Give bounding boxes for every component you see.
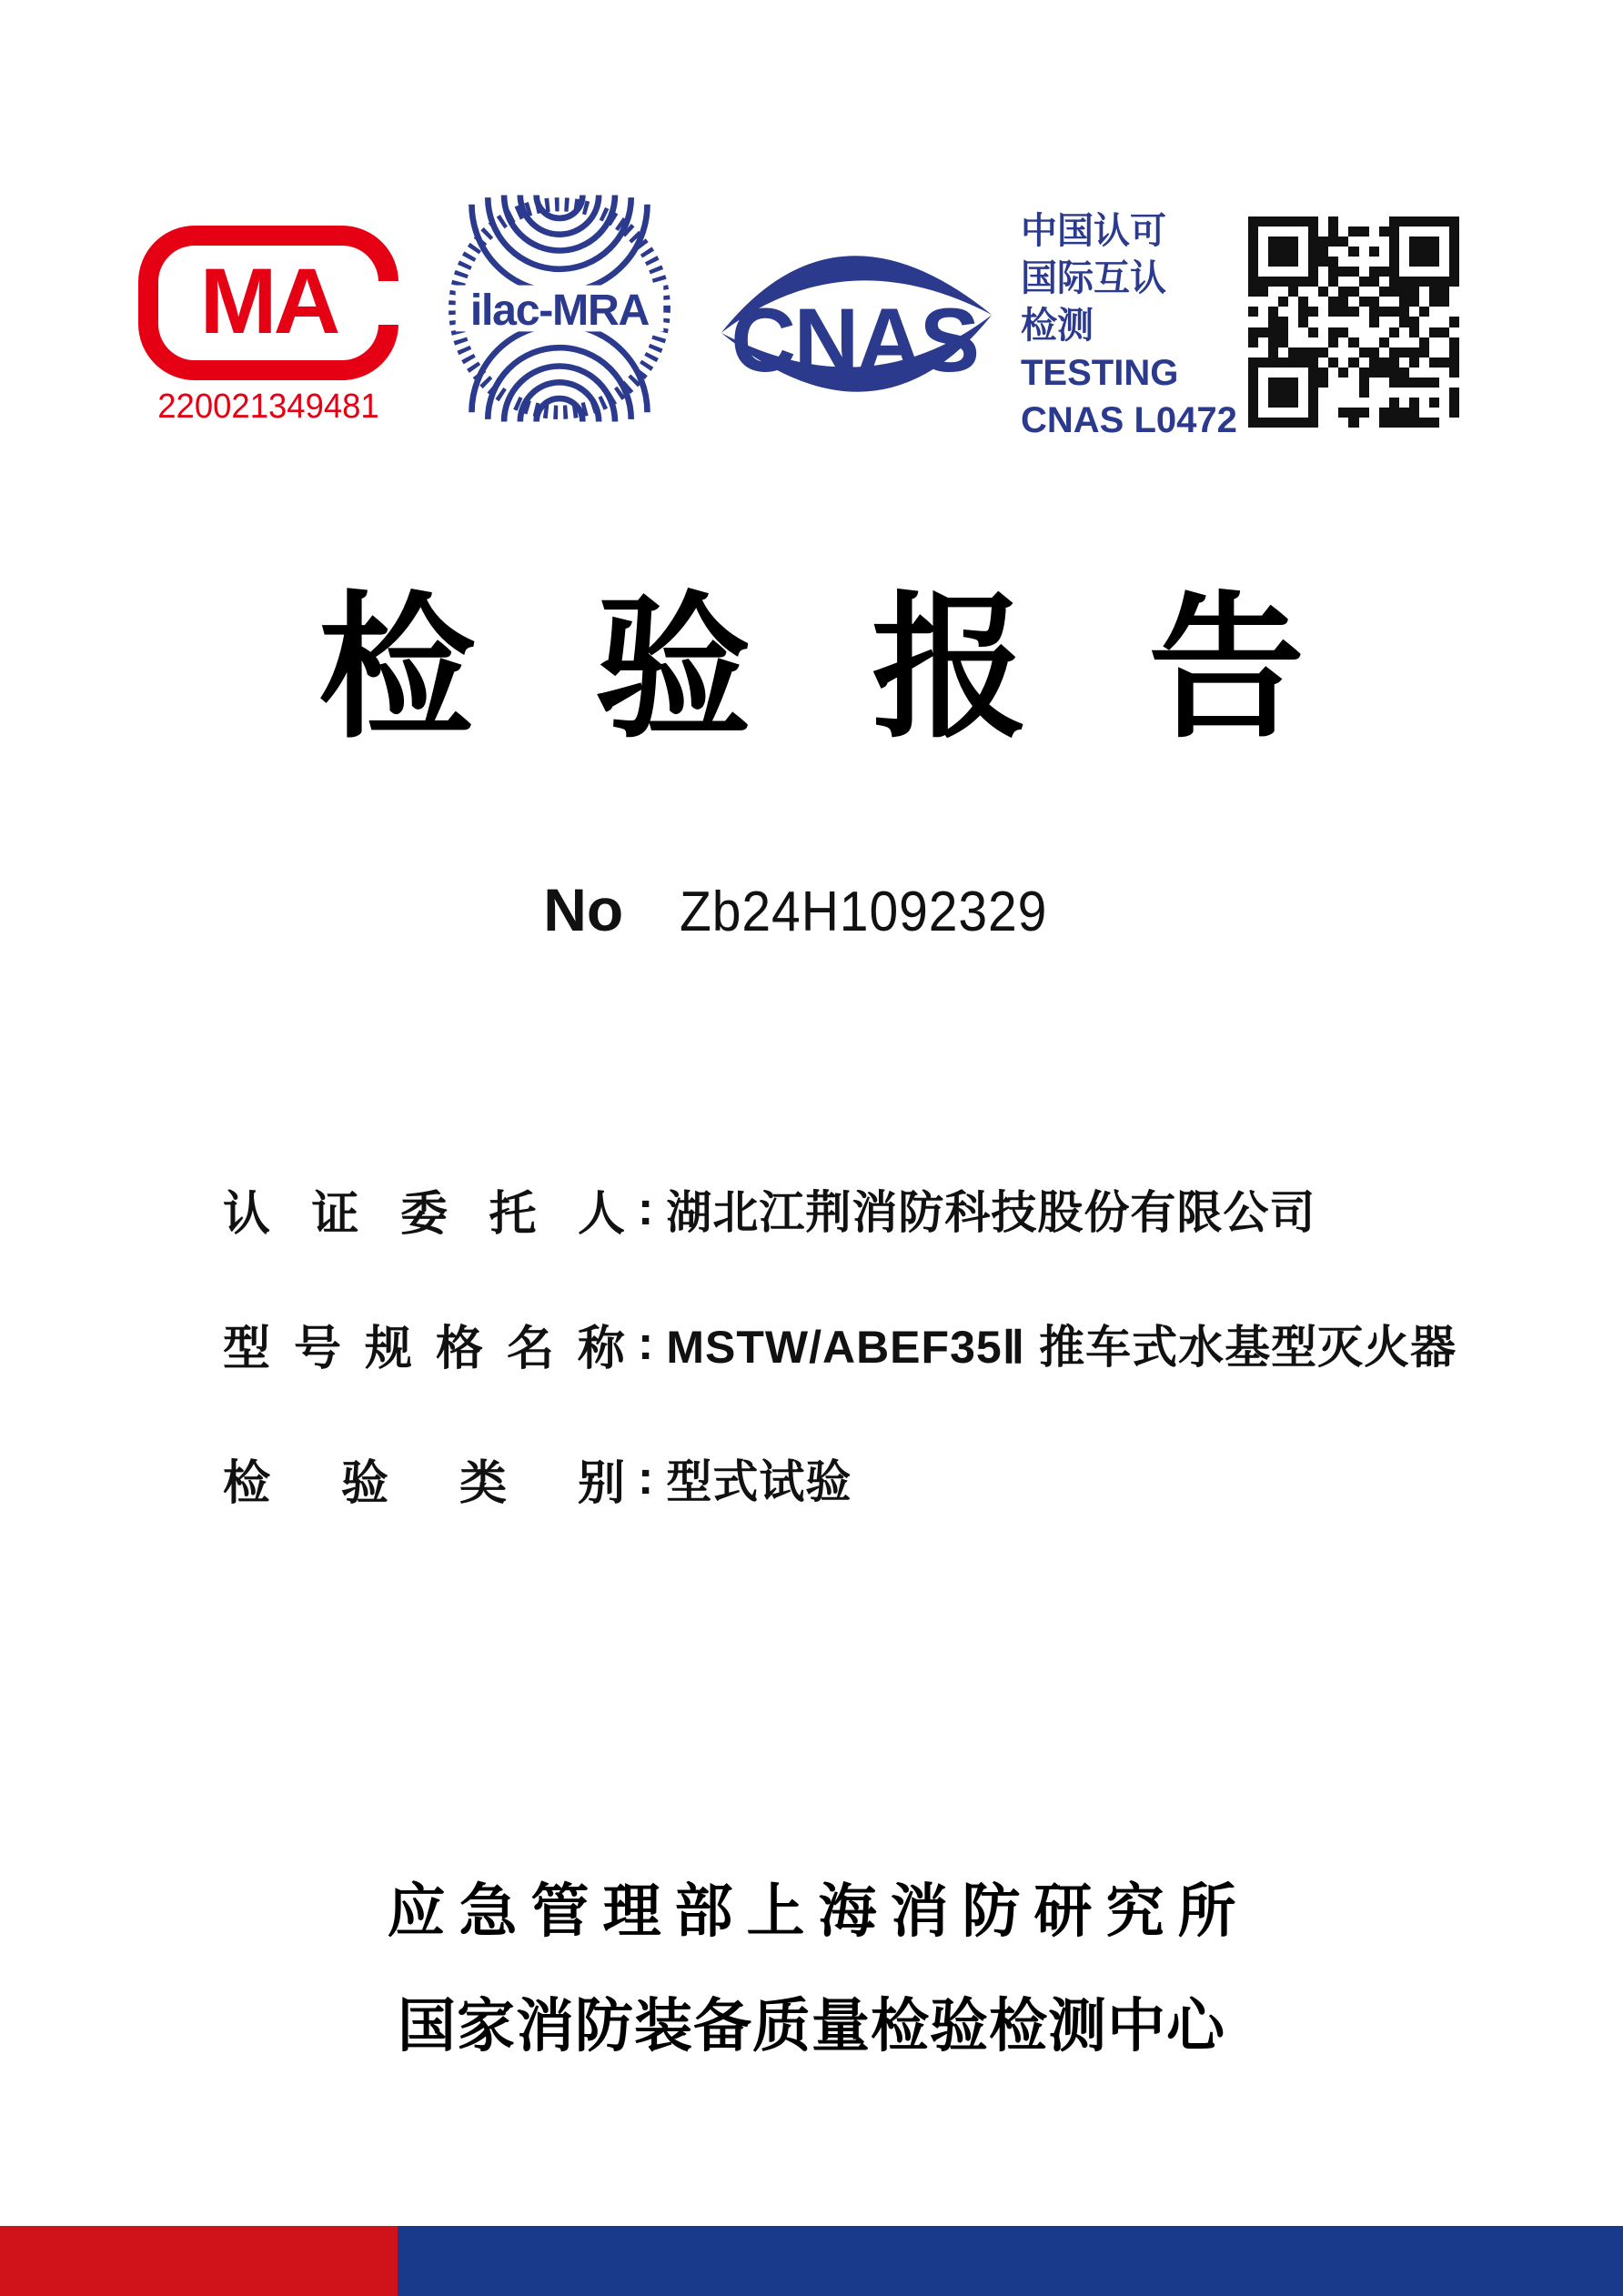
field-colon: :	[638, 1183, 654, 1235]
bottom-color-bar	[0, 2226, 1623, 2296]
field-row-test-category	[223, 1450, 1457, 1510]
field-label: 认 证 委 托 人	[223, 1187, 625, 1241]
report-number-row	[0, 875, 1623, 944]
accreditation-text-block	[1021, 207, 1239, 444]
report-number-value: Zb24H1092329	[680, 881, 1048, 943]
ilac-mra-mark	[444, 189, 675, 428]
issuing-organisations	[0, 1865, 1623, 2063]
field-value: MSTW/ABEF35Ⅱ 推车式水基型灭火器	[666, 1322, 1457, 1373]
cnas-label: CNAS	[731, 290, 978, 392]
field-colon: :	[638, 1317, 654, 1370]
accreditation-line: 检测	[1021, 306, 1094, 346]
field-colon: :	[638, 1452, 654, 1505]
field-row-applicant	[223, 1181, 1457, 1241]
cma-notch	[375, 281, 400, 325]
field-label: 检 验 类 别	[223, 1456, 625, 1510]
page-title: 检验报告	[318, 575, 1425, 760]
organisation-name-secondary: 国家消防装备质量检验检测中心	[398, 1993, 1225, 2059]
field-label: 型 号 规 格 名 称	[223, 1322, 625, 1375]
cma-certificate-number: 220021349481	[157, 388, 379, 426]
cnas-logo-icon	[704, 211, 1004, 437]
report-fields	[223, 1181, 1457, 1585]
field-row-model-spec	[223, 1315, 1457, 1375]
ilac-mra-label: ilac-MRA	[469, 285, 650, 335]
report-number-label: No	[543, 876, 624, 943]
qr-code	[1248, 217, 1459, 428]
accreditation-line: 中国认可	[1021, 211, 1166, 251]
accreditation-line: CNAS L0472	[1021, 400, 1237, 440]
accreditation-line: 国际互认	[1021, 258, 1166, 298]
bottom-bar-red-segment	[0, 2226, 398, 2296]
field-value: 型式试验	[666, 1456, 852, 1507]
bottom-bar-blue-segment	[398, 2226, 1623, 2296]
certification-badges-row	[0, 0, 1623, 455]
cma-logo-icon	[138, 226, 398, 380]
cma-mark	[138, 226, 398, 427]
organisation-name-primary: 应急管理部上海消防研究所	[387, 1878, 1250, 1944]
cnas-mark	[704, 211, 1004, 437]
ilac-mra-logo-icon	[444, 189, 675, 428]
title-row	[0, 575, 1623, 760]
field-value: 湖北江荆消防科技股份有限公司	[666, 1187, 1316, 1238]
cma-letters: MA	[199, 249, 338, 353]
accreditation-line: TESTING	[1021, 353, 1179, 393]
